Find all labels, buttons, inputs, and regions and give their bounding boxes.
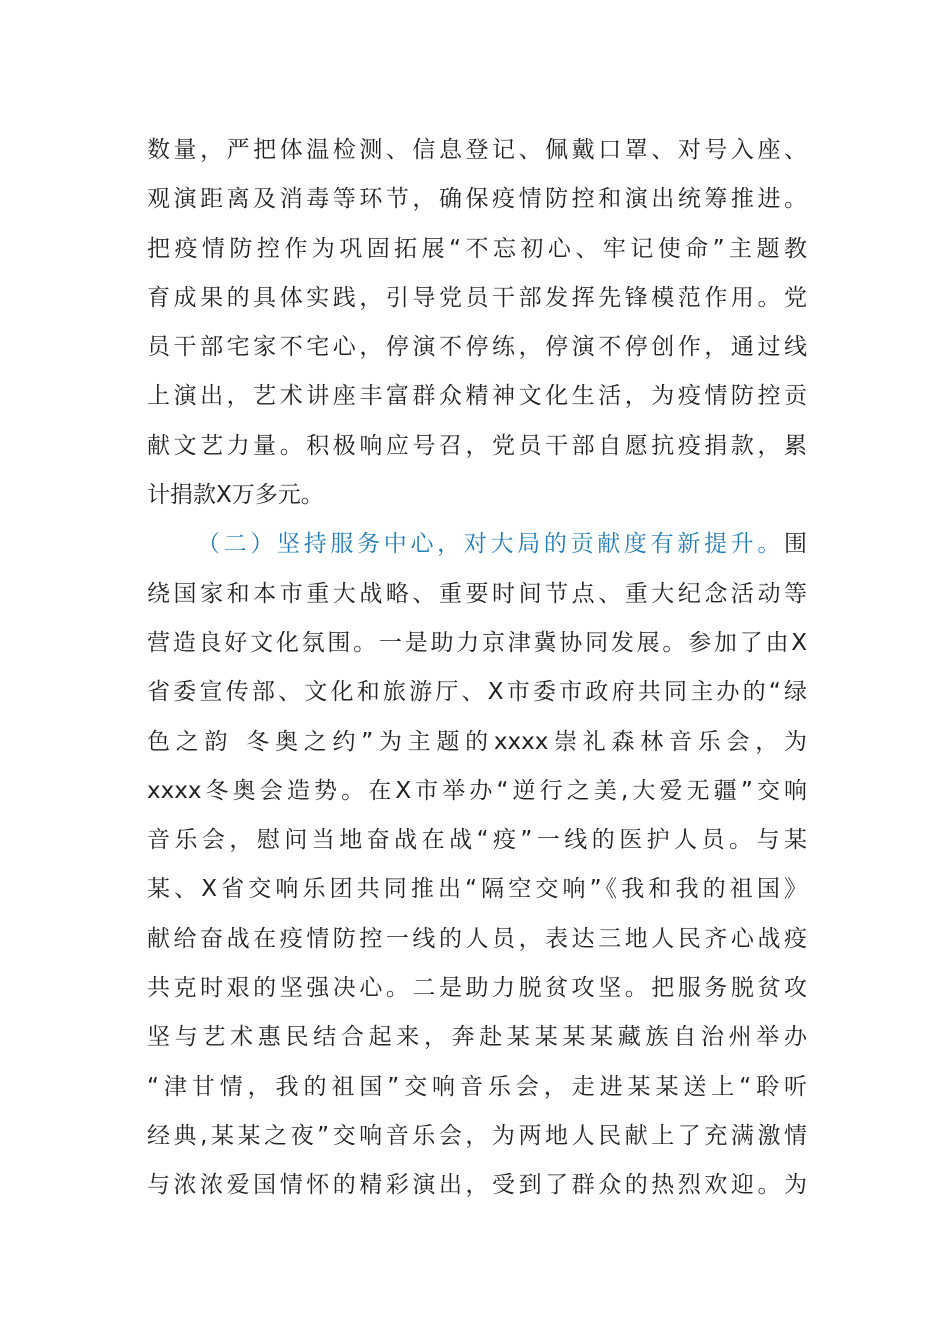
- text-line: 音乐会，慰问当地奋战在战“疫”一线的医护人员。与某: [147, 827, 807, 854]
- text-line: 上演出，艺术讲座丰富群众精神文化生活，为疫情防控贡: [147, 383, 807, 410]
- text-line: 计捐款X万多元。: [147, 482, 324, 509]
- text-line: 绕国家和本市重大战略、重要时间节点、重大纪念活动等: [147, 580, 807, 607]
- text-line: 省委宣传部、文化和旅游厅、X市委市政府共同主办的“绿: [147, 679, 807, 706]
- text-line: 育成果的具体实践，引导党员干部发挥先锋模范作用。党: [147, 284, 807, 311]
- text-line: xxxx冬奥会造势。在X市举办“逆行之美,大爱无疆”交响: [147, 777, 807, 804]
- text-line: 经典,某某之夜”交响音乐会，为两地人民献上了充满激情: [147, 1122, 807, 1149]
- text-line: 数量，严把体温检测、信息登记、佩戴口罩、对号入座、: [147, 137, 807, 163]
- text-line: 员干部宅家不宅心，停演不停练，停演不停创作，通过线: [147, 334, 807, 361]
- text-line: 观演距离及消毒等环节，确保疫情防控和演出统筹推进。: [147, 186, 807, 213]
- text-line: “津甘情，我的祖国”交响音乐会，走进某某送上“聆听: [147, 1073, 807, 1100]
- text-line: 坚与艺术惠民结合起来，奔赴某某某某藏族自治州举办: [147, 1024, 807, 1051]
- text-line: 某、X省交响乐团共同推出“隔空交响”《我和我的祖国》: [147, 876, 807, 903]
- text-line: 献文艺力量。积极响应号召，党员干部自愿抗疫捐款，累: [147, 432, 807, 459]
- text-line: 把疫情防控作为巩固拓展“不忘初心、牢记使命”主题教: [147, 235, 807, 262]
- section-heading-line: [147, 520, 807, 569]
- text-line: 色之韵 冬奥之约”为主题的xxxx崇礼森林音乐会，为: [147, 728, 807, 755]
- body-text: [147, 126, 807, 1211]
- section-heading: （二）坚持服务中心，对大局的贡献度有新提升。: [197, 531, 784, 558]
- text-line: 共克时艰的坚强决心。二是助力脱贫攻坚。把服务脱贫攻: [147, 975, 807, 1002]
- text-line: 献给奋战在疫情防控一线的人员，表达三地人民齐心战疫: [147, 925, 807, 952]
- text-line: 营造良好文化氛围。一是助力京津冀协同发展。参加了由X: [147, 629, 807, 656]
- text-line: 与浓浓爱国情怀的精彩演出，受到了群众的热烈欢迎。为: [147, 1172, 807, 1199]
- section-heading-tail: 围: [784, 531, 807, 558]
